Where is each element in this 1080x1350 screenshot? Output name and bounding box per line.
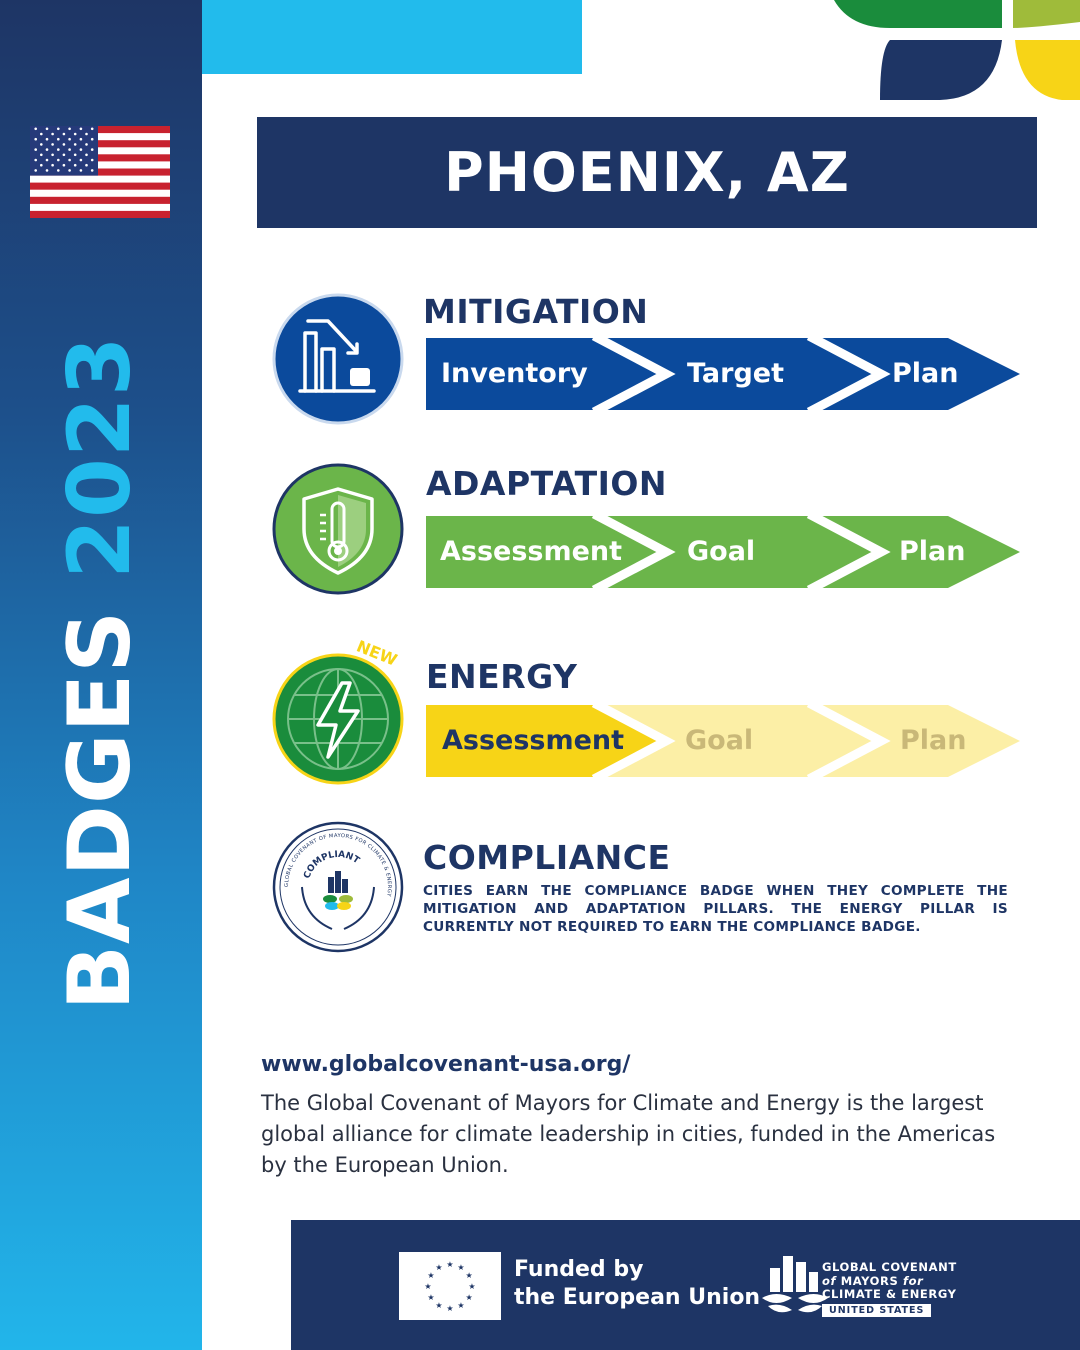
eu-star: ★ [427,1293,435,1302]
compliant-seal-icon [272,821,404,953]
eu-star: ★ [427,1271,435,1280]
flag-star [91,169,94,172]
compliance-description: CITIES EARN THE COMPLIANCE BADGE WHEN THEY COMPLETE THE MITIGATION AND ADAPTATION PILLARS. THE ENERGY PILLAR IS CURRENTLY NOT REQUIRED TO EARN THE COMPLIANCE BADGE. [423,883,1008,935]
flag-star [40,164,43,167]
eu-star: ★ [424,1282,432,1291]
funded-by-eu [514,1256,760,1312]
city-title-bar [257,117,1037,228]
flag-star [57,148,60,151]
flag-star [34,169,37,172]
leaf-decoration-icon [830,0,1080,102]
flag-star [51,154,54,157]
gcom-line-2c: for [903,1273,924,1288]
flag-star [57,128,60,131]
flag-star [46,159,49,162]
energy-title: ENERGY [426,657,578,696]
adaptation-step-assessment: Assessment [440,536,623,567]
top-accent-bar [202,0,582,74]
flag-star [91,138,94,141]
funded-line-2: the European Union [514,1285,761,1310]
new-badge-text: NEW [353,636,400,670]
flag-star [91,148,94,151]
flag-star [57,159,60,162]
gcom-line-4: UNITED STATES [822,1304,931,1317]
flag-star [34,128,37,131]
flag-star [63,143,66,146]
flag-star [80,128,83,131]
energy-step-assessment: Assessment [442,725,625,756]
eu-star: ★ [435,1262,443,1272]
mitigation-title: MITIGATION [423,292,649,331]
gcom-wordmark [822,1261,957,1317]
flag-star [63,164,66,167]
lightning-globe-icon [272,653,404,785]
flag-star [85,143,88,146]
energy-step-plan: Plan [900,725,967,756]
mitigation-steps [426,338,1020,410]
flag-star [40,154,43,157]
badges-word: BADGES [50,609,150,1011]
funded-line-1: Funded by [514,1257,644,1282]
flag-star [40,143,43,146]
flag-star [85,164,88,167]
adaptation-step-goal: Goal [687,536,756,567]
about-description: The Global Covenant of Mayors for Climate and Energy is the largest global alliance for climate leadership in cities, funded in the Americas by the European Union. [261,1091,996,1177]
flag-star [85,133,88,136]
flag-star [85,154,88,157]
mitigation-step-plan: Plan [892,358,959,389]
eu-star: ★ [465,1293,473,1302]
flag-star [40,133,43,136]
flag-star [46,169,49,172]
flag-star [68,138,71,141]
flag-star [74,154,77,157]
flag-star [51,143,54,146]
flag-star [46,128,49,131]
adaptation-title: ADAPTATION [426,464,668,503]
seal-compliant-text: COMPLIANT [302,849,361,881]
badges-year: 2023 [50,335,150,579]
energy-step-goal: Goal [685,725,754,756]
flag-star [74,133,77,136]
flag-star [80,169,83,172]
seal-ring-text: GLOBAL COVENANT OF MAYORS FOR CLIMATE & ENERGY [283,832,393,898]
flag-star [63,154,66,157]
gcom-line-2b: MAYORS [840,1273,899,1288]
adaptation-step-plan: Plan [899,536,966,567]
compliance-title: COMPLIANCE [423,838,671,877]
city-title: PHOENIX, AZ [444,141,850,204]
flag-star [34,148,37,151]
flag-star [80,138,83,141]
flag-star [80,148,83,151]
website-link[interactable]: www.globalcovenant-usa.org/ [261,1052,631,1077]
thermometer-shield-icon [272,463,404,595]
flag-star [34,159,37,162]
adaptation-steps [426,516,1020,588]
mitigation-step-target: Target [687,358,785,389]
flag-star [34,138,37,141]
energy-steps [426,705,1020,777]
flag-star [68,148,71,151]
eu-star: ★ [446,1260,454,1269]
eu-flag-icon [399,1252,501,1320]
eu-star: ★ [435,1301,443,1311]
flag-star [46,138,49,141]
flag-star [51,133,54,136]
flag-star [74,164,77,167]
new-badge-icon [352,635,404,671]
flag-star [57,169,60,172]
flag-star [57,138,60,141]
eu-star: ★ [468,1282,476,1291]
flag-star [46,148,49,151]
flag-star [91,128,94,131]
gcom-line-1: GLOBAL COVENANT [822,1260,957,1274]
flag-star [68,159,71,162]
flag-star [63,133,66,136]
flag-star [91,159,94,162]
flag-star [74,143,77,146]
gcom-line-2a: of [822,1273,837,1288]
usa-flag-icon [30,126,170,218]
eu-star: ★ [446,1304,454,1313]
eu-star: ★ [457,1301,465,1311]
gcom-line-3: CLIMATE & ENERGY [822,1287,957,1301]
declining-emissions-chart-icon [272,293,404,425]
eu-star: ★ [457,1262,465,1272]
mitigation-step-inventory: Inventory [441,358,588,389]
flag-star [80,159,83,162]
eu-star: ★ [465,1271,473,1280]
flag-star [68,128,71,131]
flag-star [51,164,54,167]
flag-star [68,169,71,172]
gcom-skyline-logo-icon [758,1250,832,1320]
